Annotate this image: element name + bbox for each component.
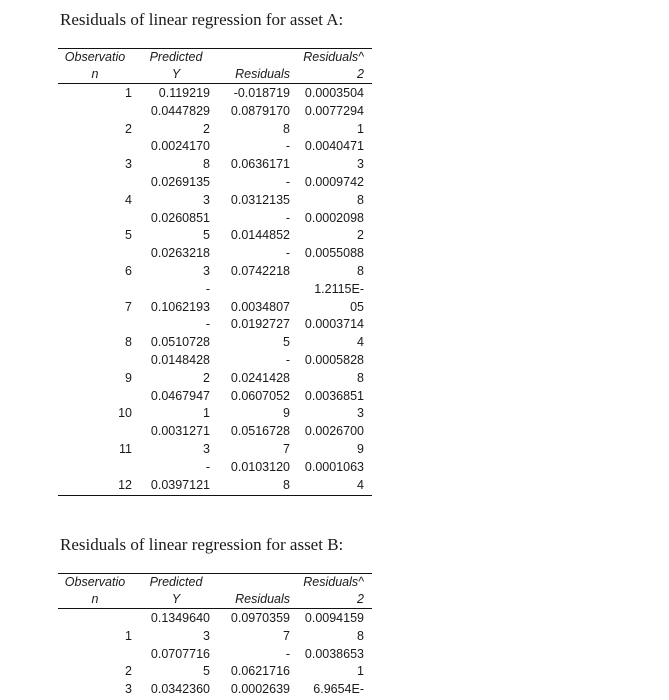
observation-cell: 6	[125, 264, 132, 278]
observation-cell	[58, 138, 132, 156]
residual-squared-cell: 3	[357, 157, 364, 172]
observation-cell: 9	[125, 370, 132, 385]
residual-squared-cell: 9	[357, 442, 364, 456]
observation-cell: 5	[125, 228, 132, 243]
predicted-cell: 5	[203, 664, 210, 679]
residuals-header: Residuals	[235, 592, 290, 606]
residual-cell: 0.0607052	[230, 388, 290, 403]
residual-squared-cell: 05	[350, 299, 364, 314]
residual-cell: 8	[283, 121, 290, 136]
predicted-cell: 5	[203, 228, 210, 243]
predicted-cell: 0.0148428	[150, 353, 210, 367]
residual-cell: -0.018719	[233, 86, 290, 100]
predicted-header-line2: Y	[171, 67, 181, 81]
residual-squared-cell: 0.0002098	[304, 210, 364, 225]
residual-cell: 7	[283, 628, 290, 643]
residual-squared-cell: 0.0009742	[304, 175, 364, 189]
residuals-squared-header-line2: 2	[357, 592, 364, 606]
predicted-cell: 0.0397121	[150, 477, 210, 492]
residual-cell: 0.0034807	[230, 299, 290, 314]
observation-header-line2: n	[91, 67, 99, 81]
residual-cell: 0.0621716	[230, 664, 290, 679]
residual-squared-cell: 6.9654E-	[313, 682, 364, 697]
observation-cell: 3	[125, 682, 132, 697]
residual-cell: 0.0742218	[230, 264, 290, 278]
residual-cell: -	[285, 246, 290, 261]
residual-cell: 9	[283, 406, 290, 421]
predicted-cell: -	[205, 281, 210, 296]
residual-squared-cell: 0.0003504	[304, 86, 364, 100]
residual-squared-cell: 1.2115E-	[314, 281, 364, 296]
observation-cell: 2	[125, 664, 132, 679]
predicted-cell: 0.0269135	[150, 175, 210, 189]
predicted-header-line2: Y	[171, 592, 181, 606]
predicted-cell: 0.0031271	[150, 424, 210, 439]
observation-header-line2: n	[91, 592, 99, 606]
residual-cell: 5	[283, 335, 290, 350]
asset-a-heading: Residuals of linear regression for asset A:	[60, 10, 344, 29]
residual-squared-cell: 4	[357, 335, 364, 350]
residuals-header: Residuals	[235, 67, 290, 81]
residual-cell: 0.0192727	[230, 317, 290, 332]
observation-cell	[58, 316, 132, 334]
residual-cell: 0.0636171	[230, 157, 290, 172]
residual-squared-cell: 0.0036851	[304, 388, 364, 403]
residual-squared-cell: 0.0038653	[304, 646, 364, 661]
residual-cell: 0.0241428	[230, 370, 290, 385]
residual-squared-cell: 0.0077294	[304, 103, 364, 118]
residual-cell: 0.0516728	[230, 424, 290, 439]
observation-cell: 3	[125, 157, 132, 172]
observation-cell	[58, 352, 132, 370]
observation-header-line1: Observatio	[64, 575, 126, 589]
residual-squared-cell: 0.0003714	[304, 317, 364, 332]
residual-squared-cell: 0.0026700	[304, 424, 364, 439]
predicted-cell: 0.0263218	[150, 246, 210, 261]
predicted-cell: 3	[203, 264, 210, 278]
residual-squared-cell: 1	[357, 121, 364, 136]
observation-cell	[58, 388, 132, 406]
predicted-cell: 0.0707716	[150, 646, 210, 661]
observation-cell: 8	[125, 335, 132, 350]
observation-cell: 12	[118, 477, 132, 492]
predicted-cell: 2	[203, 370, 210, 385]
observation-cell	[58, 610, 132, 628]
predicted-cell: 0.0467947	[150, 388, 210, 403]
predicted-cell: 0.0260851	[150, 210, 210, 225]
predicted-cell: 0.1062193	[150, 299, 210, 314]
table-bottom-rule	[58, 495, 372, 496]
residual-squared-cell: 1	[357, 664, 364, 679]
observation-cell: 1	[125, 86, 132, 100]
predicted-cell: 0.1349640	[150, 611, 210, 625]
observation-cell	[58, 646, 132, 664]
residual-cell	[220, 281, 290, 299]
residual-cell: 0.0879170	[230, 103, 290, 118]
table-header-rule	[58, 83, 372, 84]
residual-cell: -	[285, 175, 290, 189]
predicted-cell: 0.0510728	[150, 335, 210, 350]
observation-cell	[58, 103, 132, 121]
observation-cell	[58, 281, 132, 299]
predicted-cell: 3	[203, 628, 210, 643]
residual-squared-cell: 3	[357, 406, 364, 421]
observation-cell: 11	[119, 442, 132, 456]
asset-b-heading: Residuals of linear regression for asset B:	[60, 535, 344, 554]
residual-cell: 7	[283, 442, 290, 456]
predicted-cell: 3	[203, 192, 210, 207]
residuals-squared-header-line1: Residuals^	[303, 50, 364, 64]
residual-squared-cell: 4	[357, 477, 364, 492]
observation-cell: 10	[118, 406, 132, 421]
observation-cell: 1	[125, 628, 132, 643]
predicted-cell: 2	[203, 121, 210, 136]
residuals-squared-header-line2: 2	[357, 67, 364, 81]
residual-cell: 0.0312135	[230, 192, 290, 207]
predicted-cell: -	[205, 459, 210, 474]
residual-squared-cell: 2	[357, 228, 364, 243]
residual-cell: -	[285, 139, 290, 154]
residual-cell: -	[285, 210, 290, 225]
residual-squared-cell: 0.0040471	[304, 139, 364, 154]
residual-cell: -	[285, 353, 290, 367]
predicted-cell: 0.0447829	[150, 103, 210, 118]
residual-cell: 0.0103120	[230, 459, 290, 474]
residual-cell: -	[285, 646, 290, 661]
predicted-header-line1: Predicted	[149, 50, 203, 64]
predicted-cell: -	[205, 317, 210, 332]
residual-squared-cell: 0.0094159	[304, 611, 364, 625]
observation-cell: 2	[125, 121, 132, 136]
residual-squared-cell: 0.0055088	[304, 246, 364, 261]
residual-cell: 0.0970359	[230, 611, 290, 625]
residuals-squared-header-line1: Residuals^	[303, 575, 364, 589]
residual-squared-cell: 8	[357, 192, 364, 207]
predicted-cell: 0.0024170	[150, 139, 210, 154]
residual-squared-cell: 8	[357, 264, 364, 278]
residual-cell: 0.0002639	[230, 682, 290, 697]
observation-cell	[58, 459, 132, 477]
predicted-cell: 1	[203, 406, 210, 421]
predicted-cell: 8	[203, 157, 210, 172]
residual-squared-cell: 0.0001063	[304, 459, 364, 474]
predicted-cell: 3	[203, 442, 210, 456]
residual-cell: 0.0144852	[230, 228, 290, 243]
predicted-cell: 0.119219	[158, 86, 210, 100]
observation-cell	[58, 210, 132, 228]
predicted-cell: 0.0342360	[150, 682, 210, 697]
observation-cell: 7	[125, 299, 132, 314]
observation-cell	[58, 423, 132, 441]
residual-squared-cell: 0.0005828	[304, 353, 364, 367]
observation-cell	[58, 245, 132, 263]
table-header-rule	[58, 608, 372, 609]
observation-cell: 4	[125, 192, 132, 207]
residual-cell: 8	[283, 477, 290, 492]
predicted-header-line1: Predicted	[149, 575, 203, 589]
residual-squared-cell: 8	[357, 370, 364, 385]
observation-cell	[58, 174, 132, 192]
observation-header-line1: Observatio	[64, 50, 126, 64]
residual-squared-cell: 8	[357, 628, 364, 643]
